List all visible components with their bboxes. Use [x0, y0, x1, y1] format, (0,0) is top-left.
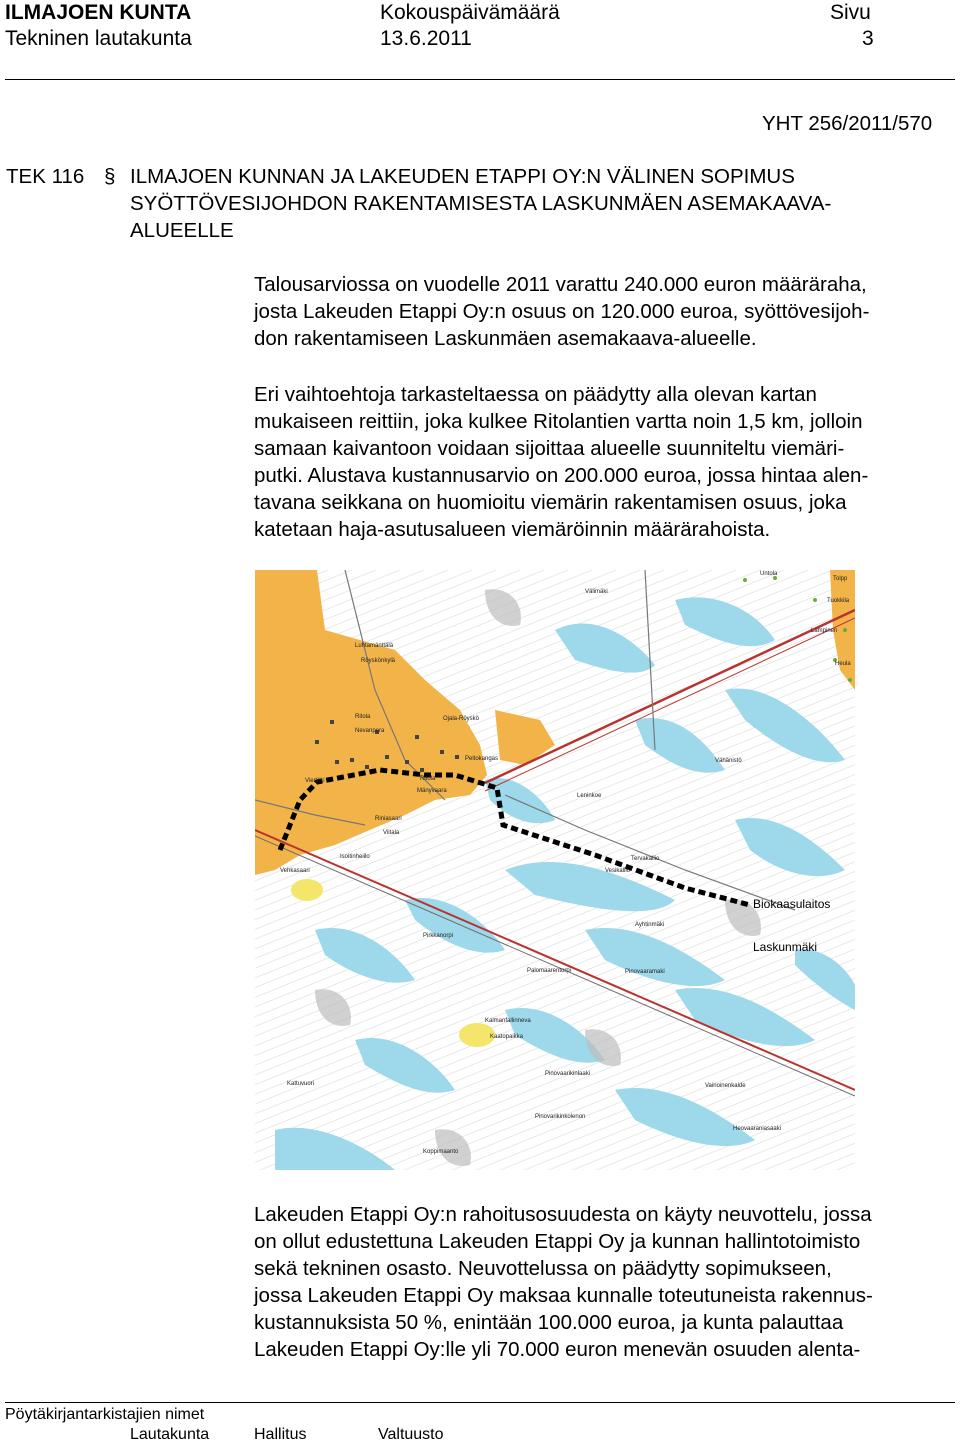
place-label: Vehkasaari	[280, 868, 310, 874]
paragraph-budget	[254, 271, 944, 352]
place-label: Untola	[760, 571, 778, 577]
place-label: Vesikallio	[605, 868, 631, 874]
paragraph-line: sekä tekninen osasto. Neuvottelussa on päädytty sopimukseen,	[254, 1257, 832, 1280]
place-label: Röyskönkylä	[361, 658, 396, 664]
paragraph-line: kustannuksista 50 %, enintään 100.000 euroa, ja kunta palauttaa	[254, 1311, 844, 1334]
place-label: Tervakallio	[631, 856, 660, 862]
municipality-name: ILMAJOEN KUNTA	[5, 1, 192, 24]
paragraph-line: putki. Alustava kustannusarvio on 200.000 euroa, jossa hintaa alen-	[254, 464, 869, 487]
place-label: Vähänistö	[715, 758, 742, 764]
route-map	[255, 570, 855, 1170]
footer-lautakunta: Lautakunta	[130, 1426, 210, 1443]
page-number: 3	[862, 27, 874, 50]
place-label: Ritola	[420, 776, 436, 782]
place-label: Leninkoe	[577, 793, 602, 799]
footer-divider	[5, 1402, 955, 1403]
meeting-date: 13.6.2011	[380, 27, 472, 50]
place-label: Palomaarentorpi	[527, 968, 572, 974]
place-label: Lampinen	[811, 628, 838, 634]
section-title	[130, 163, 831, 244]
place-label: Peltokangas	[465, 756, 499, 762]
page-label: Sivu	[830, 1, 871, 24]
paragraph-line: don rakentamiseen Laskunmäen asemakaava-alueelle.	[254, 327, 757, 350]
place-label: Tolpp	[833, 576, 848, 582]
place-label: Välimäki	[585, 589, 608, 595]
place-label: Tuokkila	[827, 598, 850, 604]
section-title-line: SYÖTTÖVESIJOHDON RAKENTAMISESTA LASKUNMÄEN ASEMAKAAVA-	[130, 192, 832, 215]
place-label: Pinovaaramaki	[625, 969, 665, 975]
biokaasulaitos-label: Biokaasulaitos	[753, 897, 831, 911]
place-label: Heula	[835, 661, 851, 667]
paragraph-line: Lakeuden Etappi Oy:n rahoitusosuudesta on käyty neuvottelu, jossa	[254, 1203, 872, 1226]
paragraph-line: samaan kaivantoon voidaan sijoittaa alueelle suunniteltu viemäri-	[254, 437, 845, 460]
place-label: Luhtamänttälä	[355, 643, 394, 649]
place-label: Kattuvuori	[287, 1081, 315, 1087]
laskunmaki-label: Laskunmäki	[753, 940, 818, 954]
section-title-line: ALUEELLE	[130, 219, 234, 242]
route-map-svg	[255, 570, 855, 1170]
place-label: Ritola	[355, 714, 371, 720]
place-label: Kalmanfallinneva	[485, 1018, 531, 1024]
place-label: Heovaaraniasaaki	[733, 1126, 782, 1132]
place-label: Ayhtinmäki	[635, 922, 665, 928]
place-label: Koppimaanto	[423, 1149, 459, 1155]
paragraph-line: tavana seikkana on huomioitu viemärin rakentamisen osuus, joka	[254, 491, 847, 514]
committee-name: Tekninen lautakunta	[5, 27, 192, 50]
header-divider	[5, 79, 955, 80]
place-label: Isoitinheiilo	[340, 854, 370, 860]
place-label: Pinovarikinkolenon	[535, 1114, 586, 1120]
footer-valtuusto: Valtuusto	[378, 1426, 444, 1443]
footer-hallitus: Hallitus	[254, 1426, 307, 1443]
paragraph-line: mukaiseen reittiin, joka kulkee Ritolantien vartta noin 1,5 km, jolloin	[254, 410, 863, 433]
place-label: Nevanpera	[355, 728, 385, 734]
place-label: Viitala	[383, 830, 400, 836]
section-title-line: ILMAJOEN KUNNAN JA LAKEUDEN ETAPPI OY:N VÄLINEN SOPIMUS	[130, 165, 795, 188]
paragraph-route	[254, 381, 944, 543]
place-label: Riniasaari	[375, 816, 402, 822]
section-symbol: §	[104, 165, 116, 188]
place-label: Ojala-Röyskö	[443, 716, 480, 722]
paragraph-line: Eri vaihtoehtoja tarkasteltaessa on päädytty alla olevan kartan	[254, 383, 817, 406]
paragraph-line: Lakeuden Etappi Oy:lle yli 70.000 euron menevän osuuden alenta-	[254, 1338, 861, 1361]
place-label: Kaatopaikka	[490, 1034, 524, 1040]
place-label: Mänyvaara	[417, 788, 447, 794]
place-label: Vierlöki	[305, 778, 325, 784]
date-label: Kokouspäivämäärä	[380, 1, 560, 24]
section-number: TEK 116	[6, 165, 85, 188]
paragraph-line: josta Lakeuden Etappi Oy:n osuus on 120.000 euroa, syöttövesijoh-	[254, 300, 870, 323]
paragraph-negotiation	[254, 1201, 944, 1363]
place-label: Pirkkanorpi	[423, 933, 454, 939]
paragraph-line: katetaan haja-asutusalueen viemäröinnin määrärahoista.	[254, 518, 771, 541]
reviewers-label: Pöytäkirjantarkistajien nimet	[5, 1406, 205, 1423]
paragraph-line: jossa Lakeuden Etappi Oy maksaa kunnalle toteutuneista rakennus-	[254, 1284, 873, 1307]
place-label: Vainoinenkaide	[705, 1083, 746, 1089]
place-label: Pinovaarikinlaaki	[545, 1071, 591, 1077]
reference-number: YHT 256/2011/570	[762, 112, 933, 135]
paragraph-line: on ollut edustettuna Lakeuden Etappi Oy ja kunnan hallintotoimisto	[254, 1230, 861, 1253]
paragraph-line: Talousarviossa on vuodelle 2011 varattu 240.000 euron määräraha,	[254, 273, 867, 296]
